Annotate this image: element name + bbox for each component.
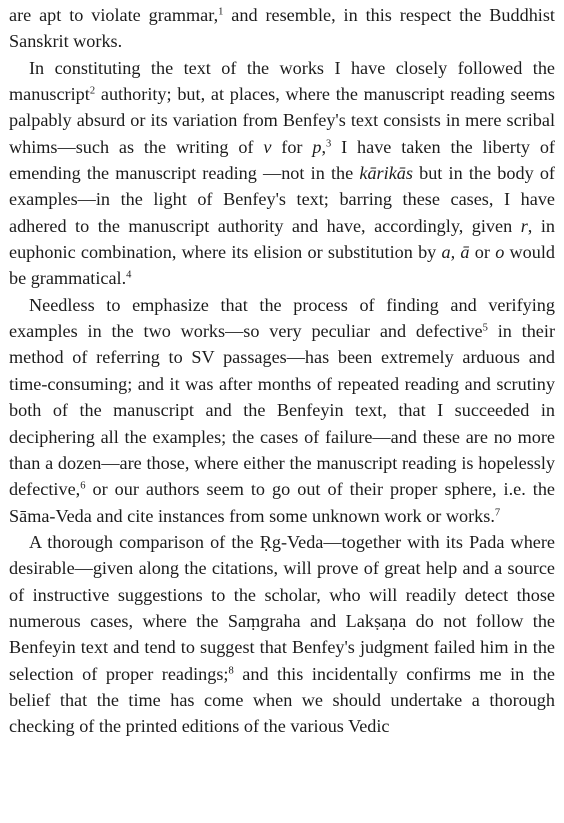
paragraph-1 xyxy=(9,2,555,55)
text-span: or xyxy=(469,242,496,263)
document-page xyxy=(9,2,555,740)
paragraph-2 xyxy=(9,55,555,292)
text-span: for xyxy=(271,136,313,157)
italic-term: v xyxy=(263,136,272,157)
text-span: Needless to emphasize that the process of finding and verifying examples in the two works—so very peculiar and defective xyxy=(9,294,555,342)
text-span: but in the body of examples—in the light of Benfey's text; barring these cases, I have adhered to the manuscript authority and have, accordingly, given xyxy=(9,163,555,236)
text-span: , xyxy=(321,136,326,157)
italic-term: a, ā xyxy=(441,242,470,263)
text-span: , in euphonic combination, where its elision or substitution by xyxy=(9,215,555,263)
text-span: A thorough comparison of the Ṛg-Veda—together with its Pada where desirable—given along the citations, will prove of great help and a source of instructive suggestions to the scholar, who will readily detect those numerous cases, where the Saṃgraha and Lakṣaṇa do not follow the Benfeyin text and tend to suggest that Benfey's judgment failed him in the selection of proper readings; xyxy=(9,531,555,684)
footnote-ref-4: 4 xyxy=(126,269,132,281)
text-span: and this incidentally confirms me in the belief that the time has come when we should undertake a thorough checking of the printed editions of the various Vedic xyxy=(9,663,555,737)
italic-term: kārikās xyxy=(359,163,413,184)
text-span: are apt to violate grammar, xyxy=(9,5,219,25)
italic-term: o xyxy=(495,242,505,263)
italic-term: p xyxy=(312,136,322,157)
footnote-ref-6: 6 xyxy=(80,480,86,492)
text-span: would be grammatical. xyxy=(9,242,556,289)
text-span: or our authors seem to go out of their proper sphere, i.e. the Sāma-Veda and cite instances from some unknown work or works. xyxy=(9,479,555,526)
footnote-ref-7: 7 xyxy=(494,507,501,518)
paragraph-3 xyxy=(9,292,555,529)
text-span: in their method of referring to SV passages—has been extremely arduous and time-consuming; and it was after months of repeated reading and scrutiny both of the manuscript and the Benfeyin text, that I succeeded in deciphering all the examples; the cases of failure—and these are no more than a dozen—are those, where either the manuscript reading is hopelessly defective, xyxy=(9,321,555,500)
footnote-ref-5: 5 xyxy=(482,322,488,334)
text-span: authority; but, at places, where the manuscript reading seems palpably absurd or its variation from Benfey's text consists in mere scribal whims—such as the writing of xyxy=(9,84,555,157)
footnote-ref-1: 1 xyxy=(218,6,224,18)
footnote-ref-8: 8 xyxy=(228,665,234,677)
text-span: and resemble, in this respect the Buddhist Sanskrit works. xyxy=(9,5,555,52)
footnote-ref-2: 2 xyxy=(89,85,96,97)
paragraph-4 xyxy=(9,529,555,740)
italic-term: r xyxy=(520,215,528,236)
text-span: In constituting the text of the works I have closely followed the manuscript xyxy=(9,57,555,105)
footnote-ref-3: 3 xyxy=(325,138,332,150)
text-span: I have taken the liberty of emending the manuscript reading —not in the xyxy=(9,136,555,184)
